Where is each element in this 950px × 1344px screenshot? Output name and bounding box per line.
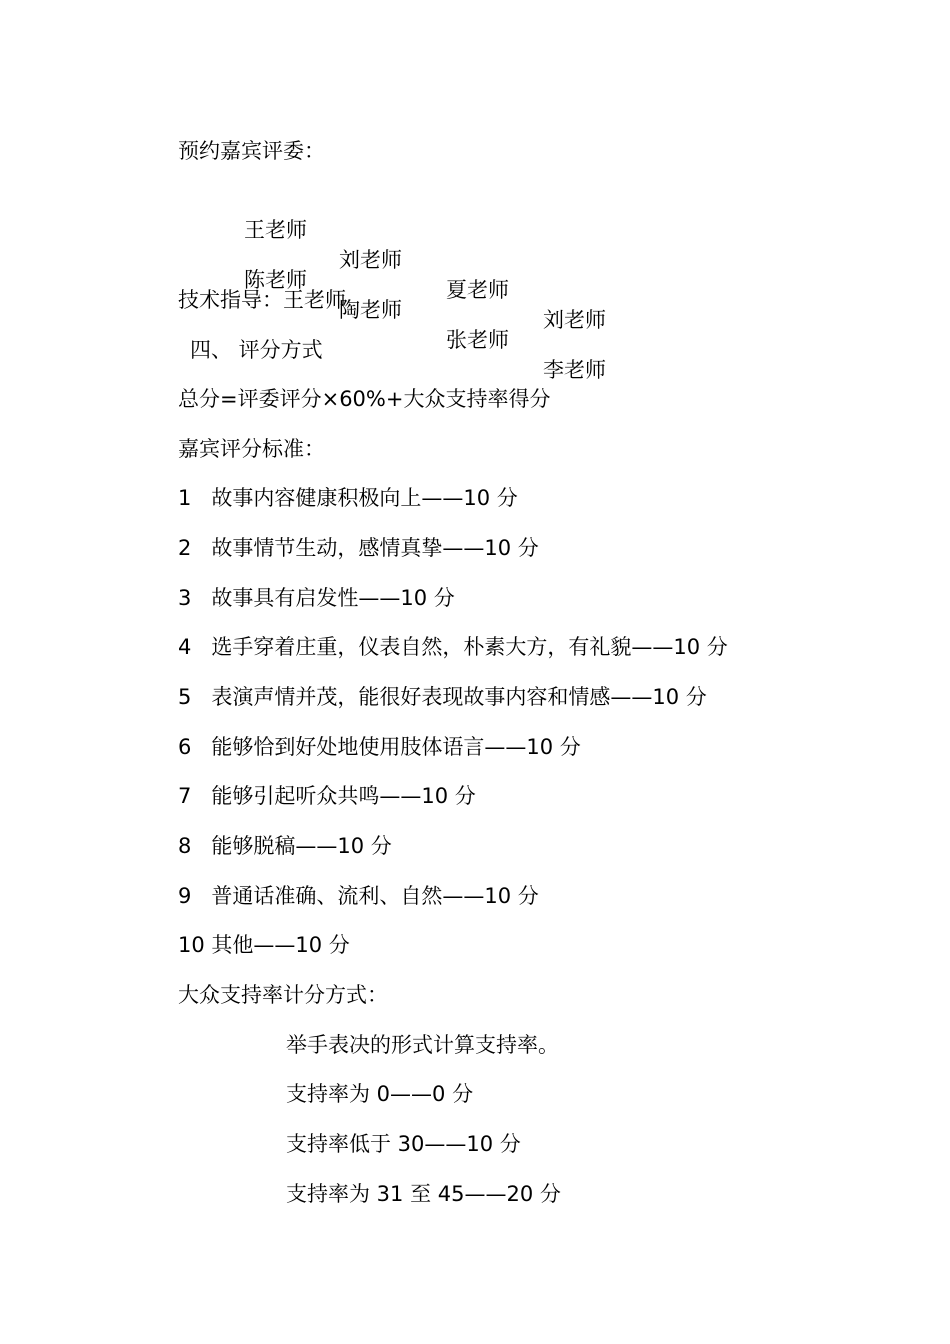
criteria-item: 6 能够恰到好处地使用肢体语言——10 分: [178, 735, 581, 759]
judge-name: 张老师: [446, 328, 509, 352]
criteria-item: 1 故事内容健康积极向上——10 分: [178, 486, 518, 510]
criteria-heading: 嘉宾评分标准：: [178, 437, 325, 461]
public-rule: 支持率为 0——0 分: [286, 1082, 474, 1106]
judge-name: 夏老师: [446, 278, 509, 302]
criteria-item: 10 其他——10 分: [178, 933, 350, 957]
judge-name: 李老师: [543, 358, 606, 382]
judge-name: 刘老师: [543, 308, 606, 332]
criteria-item: 2 故事情节生动，感情真挚——10 分: [178, 536, 539, 560]
judge-name: 陈老师: [244, 268, 307, 292]
judges-heading: 预约嘉宾评委：: [178, 139, 325, 163]
criteria-item: 4 选手穿着庄重，仪表自然，朴素大方，有礼貌——10 分: [178, 635, 728, 659]
judge-name: 王老师: [244, 218, 307, 242]
criteria-item: 8 能够脱稿——10 分: [178, 834, 392, 858]
criteria-item: 9 普通话准确、流利、自然——10 分: [178, 884, 539, 908]
criteria-item: 3 故事具有启发性——10 分: [178, 586, 455, 610]
criteria-item: 5 表演声情并茂，能很好表现故事内容和情感——10 分: [178, 685, 707, 709]
criteria-item: 7 能够引起听众共鸣——10 分: [178, 784, 476, 808]
total-formula: 总分=评委评分×60%+大众支持率得分: [178, 387, 551, 411]
public-rule: 支持率低于 30——10 分: [286, 1132, 521, 1156]
public-rule: 举手表决的形式计算支持率。: [286, 1033, 559, 1057]
public-heading: 大众支持率计分方式：: [178, 983, 388, 1007]
tech-guide: 技术指导：王老师: [178, 288, 346, 312]
public-rule: 支持率为 31 至 45——20 分: [286, 1182, 561, 1206]
section-heading: 四、 评分方式: [190, 338, 323, 362]
judge-name: 陶老师: [339, 298, 402, 322]
judge-name: 刘老师: [339, 248, 402, 272]
